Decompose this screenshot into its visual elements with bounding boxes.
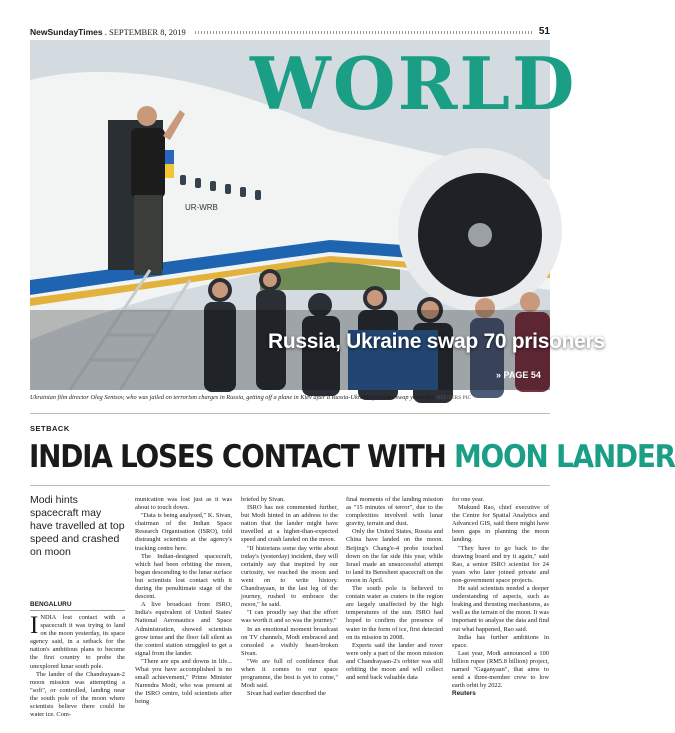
article-paragraph: munication was lost just as it was about to touch down. [135, 496, 232, 512]
article-paragraph: briefed by Sivan. [241, 496, 285, 503]
page-number: 51 [538, 26, 550, 37]
article-paragraph: In an emotional moment broadcast on TV channels, Modi embraced and consoled a visibly heart-broken Sivan. [241, 625, 338, 657]
article-column-1 [30, 614, 125, 719]
article-paragraph: Last year, Modi announced a 100 billion rupee (RM5.8 billion) project, named "Gaganyaan", that aims to send a three-member crew to low earth orbit by 2022. [452, 649, 549, 690]
article-paragraph: The Indian-designed spacecraft, which had been orbiting the moon, began descending to the lunar surface but scientists lost contact with it during the penultimate stage of the descent. [135, 552, 232, 601]
headline-main: INDIA LOSES CONTACT WITH [29, 439, 455, 475]
issue-date: . SEPTEMBER 8, 2019 [104, 27, 186, 37]
section-title: WORLD [250, 41, 577, 126]
article-paragraph: for one year. [452, 496, 485, 503]
article-headline [29, 439, 675, 475]
article-column-5 [452, 496, 549, 698]
article-column-4 [346, 496, 443, 682]
article-paragraph: final moments of the landing mission as "15 minutes of terror", due to the complexities involved with lunar gravity, terrain and dust. [346, 496, 443, 528]
lead-photo [30, 40, 605, 390]
article-paragraph: "Data is being analysed," K. Sivan, chairman of the Indian Space Research Organisation (ISRO), told distraught scientists at the agency's tracking centre here. [135, 512, 232, 552]
article-column-2 [135, 496, 232, 706]
article-paragraph: Experts said the lander and rover were only a part of the moon mission and Chandrayaan-2's orbiter was still orbiting the moon and will collect and send back valuable data [346, 641, 443, 682]
article-paragraph: "I can proudly say that the effort was worth it and so was the journey." [241, 609, 338, 625]
article-paragraph: ISRO has not commented further, but Modi hinted in an address to the nation that the lander might have travelled at a higher-than-expected speed and crash landed on the moon. [241, 504, 338, 544]
masthead-left [30, 27, 186, 37]
article-paragraph: He said scientists needed a deeper understanding of aspects, such as braking and thrusting mechanisms, as well as the terrain of the moon. It was important to analyse the data and find out what happened, Rao said. [452, 585, 549, 633]
drop-cap: I [30, 612, 39, 639]
article-paragraph: Sivan had earlier described the [247, 690, 326, 698]
article-paragraph: A live broadcast from ISRO, India's equivalent of United States' National Aeronautics and Space Administration, showed scientists grow tense and the floor fall silent as the control station struggled to get a signal from the lander. [135, 601, 232, 657]
article-paragraph: The lander of the Chandrayaan-2 moon mission was attempting a "soft", or controlled, landing near the south pole of the moon where scientists believe there could be water ice. Com- [30, 670, 125, 719]
photo-credit: REUTERS PIC [436, 395, 472, 401]
article-paragraph: "If historians some day write about today's (yesterday) incident, they will certainly say that inspired by our curiosity, we reached the moon and went on to write history. Chandrayaan, in the last leg of the journey, rushed to embrace the moon," he said. [241, 544, 338, 609]
article-sign-off: Reuters [452, 690, 476, 698]
article-deck: Modi hints spacecraft may have travelled at top speed and crashed on moon [30, 494, 125, 558]
section-divider [30, 413, 550, 414]
caption-text: Ukrainian film director Oleg Sentsov, who was jailed on terrorism charges in Russia, getting off a plane in Kiev after a Russia-Ukraine prisoner swap yesterday. [30, 394, 436, 401]
masthead-rule [195, 31, 532, 34]
article-paragraph: India has further ambitions in space. [452, 633, 549, 649]
photo-caption [30, 394, 550, 401]
article-paragraph: INDIA lost contact with a spacecraft it was trying to land on the moon yesterday, its space agency said, in a setback for the nation's ambitious plans to become the first country to probe the unexplored lunar south pole. [30, 612, 125, 670]
article-paragraph: "They have to go back to the drawing board and try it again," said Rao, a senior ISRO scientist for 24 years who later joined private and non-government space projects. [452, 544, 549, 584]
page-reference-link[interactable]: » PAGE 54 [496, 370, 541, 380]
article-paragraph: Mukund Rao, chief executive of the Centre for Spatial Analytics and Advanced GIS, said there might have been gaps in planning the moon landing. [452, 504, 549, 544]
newspaper-name: NewSundayTimes [30, 27, 103, 37]
article-paragraph: Only the United States, Russia and China have landed on the moon. Beijing's Chang'e-4 probe touched down on the far side this year, while Israel made an unsuccessful attempt to land its Beresheet spacecraft on the moon in April. [346, 528, 443, 584]
headline-divider [30, 485, 550, 486]
article-byline: BENGALURU [30, 601, 72, 608]
aircraft-registration: UR-WRB [185, 203, 218, 212]
article-paragraph: "There are ups and downs in life... What you have accomplished is no small achievement," Prime Minister Narendra Modi, who was present at the ISRO centre, told scientists after being [135, 657, 232, 706]
headline-accent: MOON LANDER [454, 439, 675, 475]
photo-headline: Russia, Ukraine swap 70 prisoners [268, 330, 605, 353]
article-kicker: SETBACK [30, 424, 70, 433]
article-paragraph: "We are full of confidence that when it comes to our space programme, the best is yet to come," Modi said. [241, 657, 338, 690]
article-column-3 [241, 496, 338, 698]
article-paragraph: The south pole is believed to contain water as craters in the region are largely unaffected by the high temperatures of the sun. ISRO had hoped to confirm the presence of water in the form of ice, first detected on its mission in 2008. [346, 585, 443, 641]
masthead [30, 27, 550, 39]
byline-rule [30, 610, 125, 611]
